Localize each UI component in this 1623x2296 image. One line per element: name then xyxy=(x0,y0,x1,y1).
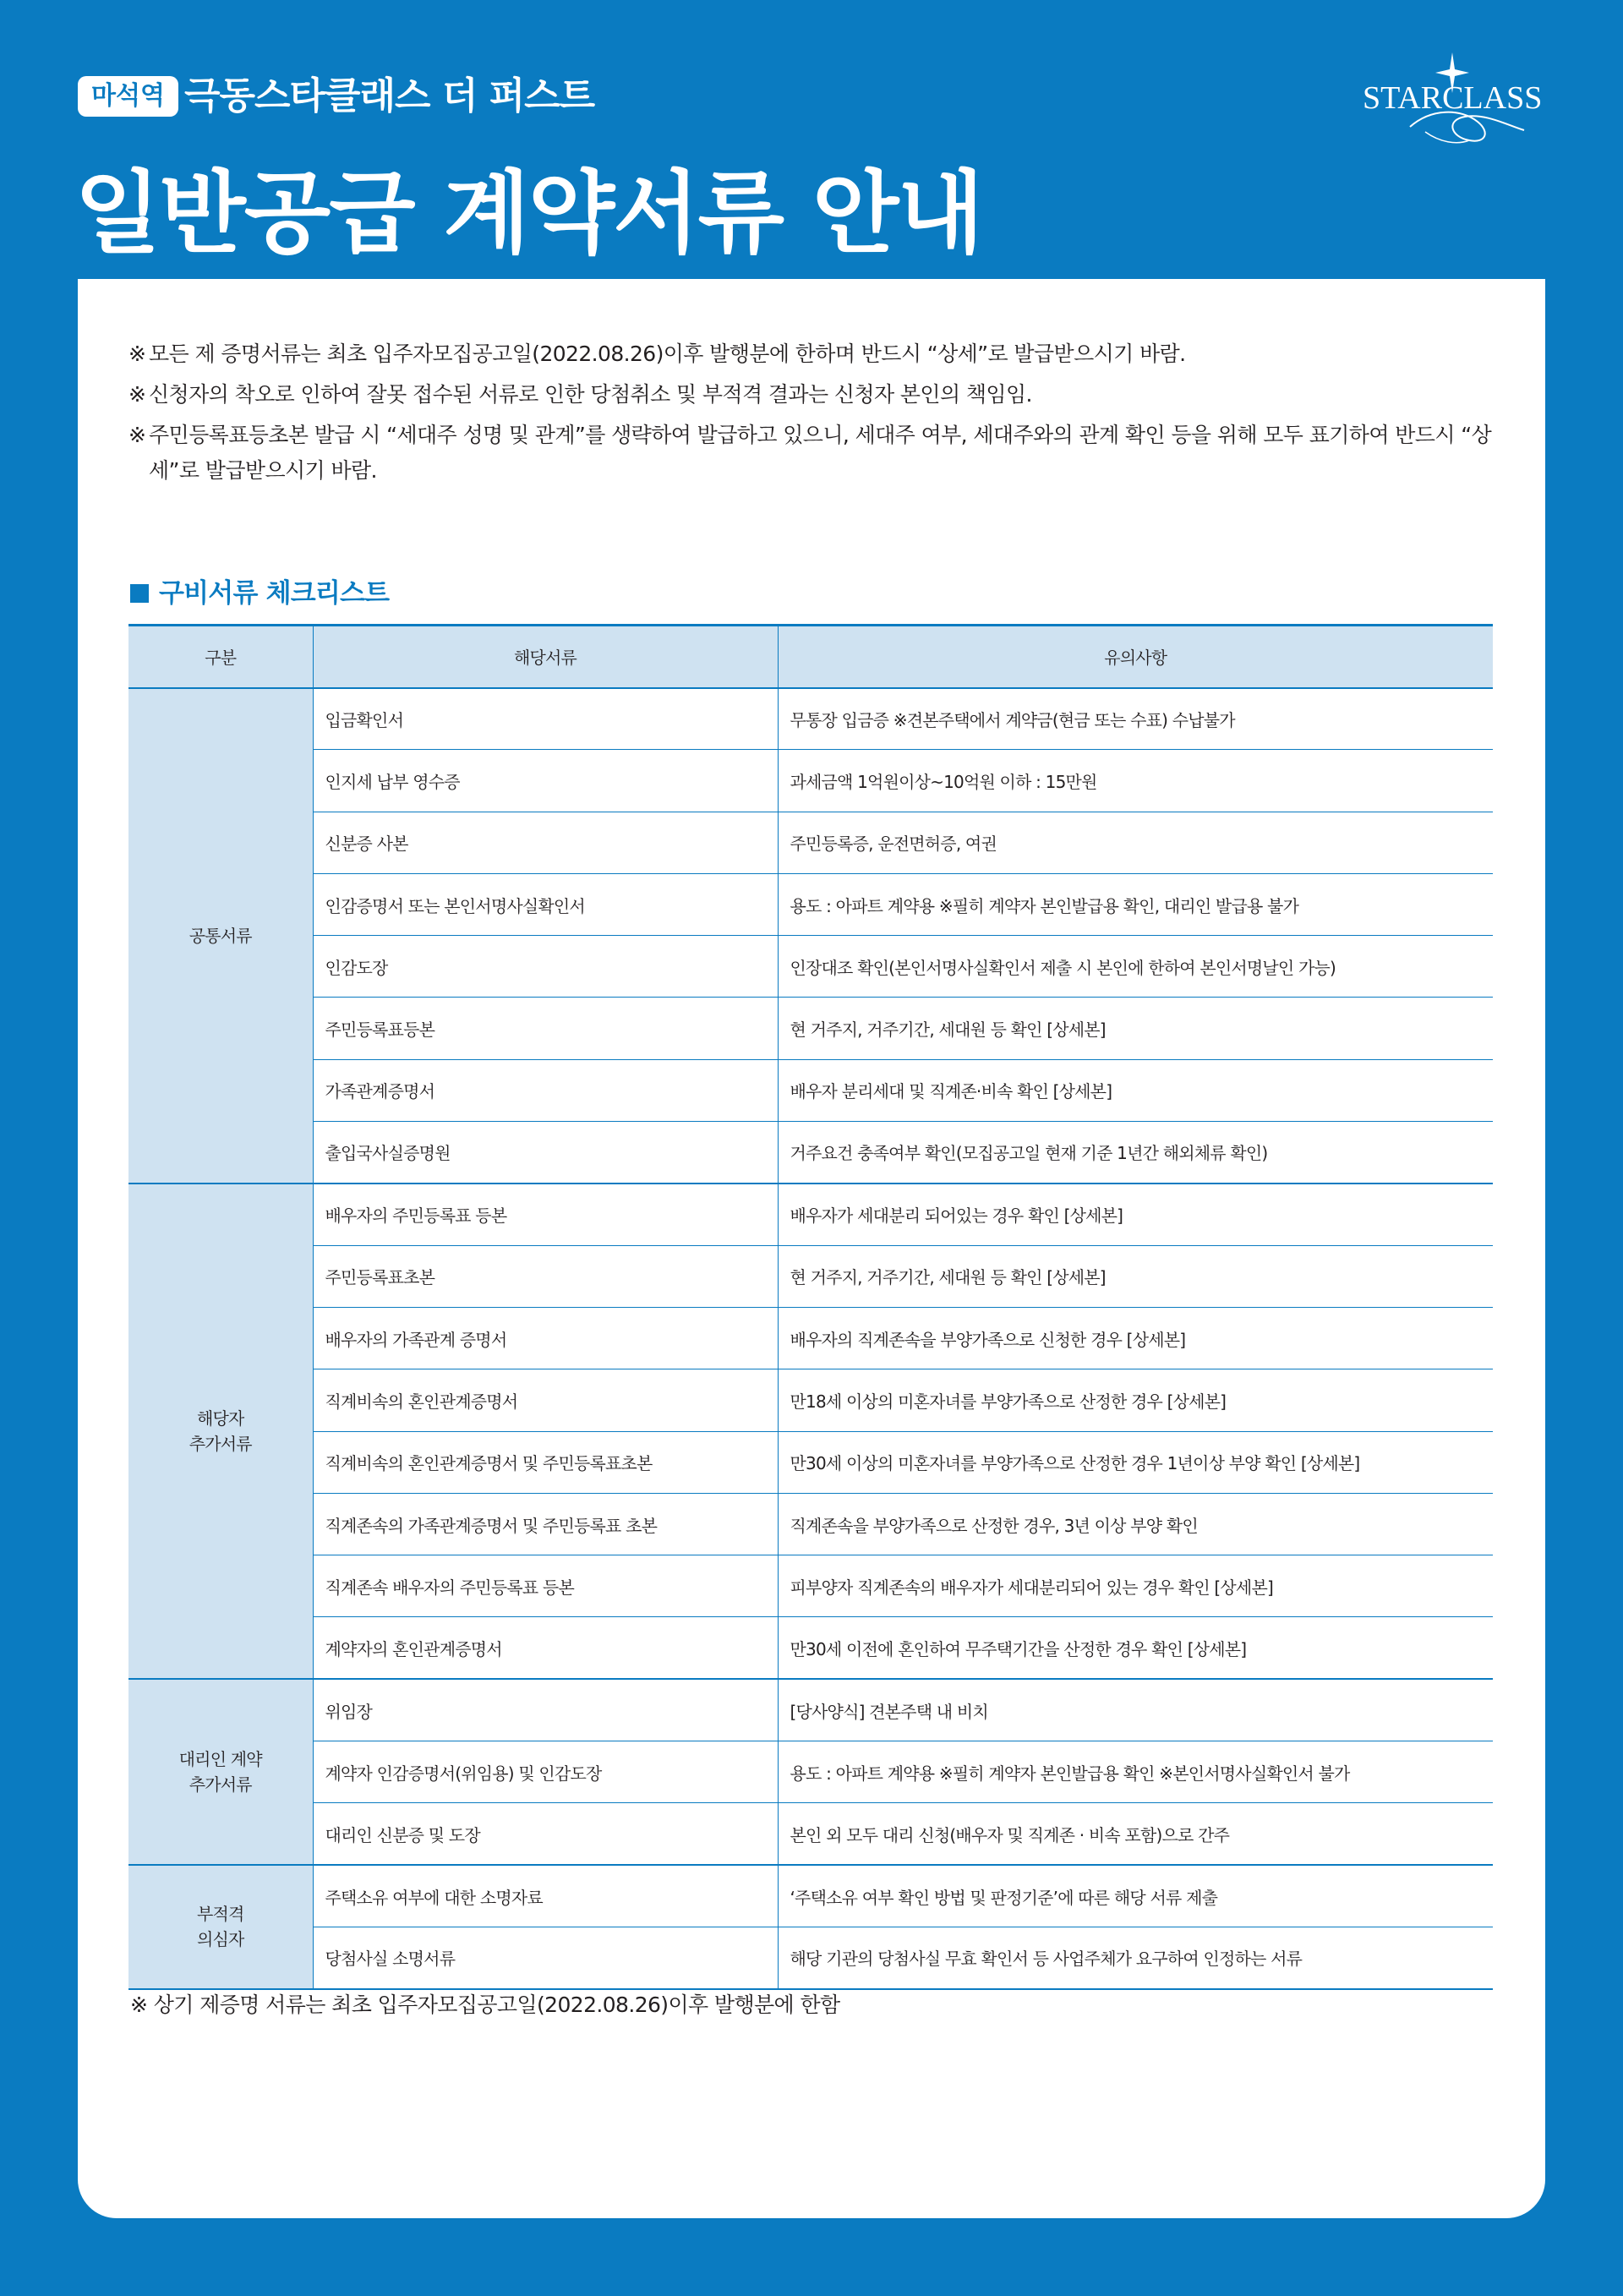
note-cell: 만18세 이상의 미혼자녀를 부양가족으로 산정한 경우 [상세본] xyxy=(778,1369,1493,1431)
reference-mark: ※ xyxy=(128,342,146,366)
category-cell: 해당자 추가서류 xyxy=(128,1184,313,1679)
document-name-cell: 주택소유 여부에 대한 소명자료 xyxy=(313,1865,778,1927)
document-name-cell: 인지세 납부 영수증 xyxy=(313,750,778,812)
document-name-cell: 배우자의 주민등록표 등본 xyxy=(313,1184,778,1245)
note-cell: 현 거주지, 거주기간, 세대원 등 확인 [상세본] xyxy=(778,1245,1493,1307)
reference-mark: ※ xyxy=(128,423,146,447)
note-cell: 현 거주지, 거주기간, 세대원 등 확인 [상세본] xyxy=(778,998,1493,1059)
note-cell: 용도 : 아파트 계약용 ※필히 계약자 본인발급용 확인 ※본인서명사실확인서 불가 xyxy=(778,1741,1493,1803)
document-name-cell: 인감도장 xyxy=(313,936,778,998)
footer-note-text: 상기 제증명 서류는 최초 입주자모집공고일(2022.08.26)이후 발행분에 한함 xyxy=(153,1993,840,2017)
logo-text: STARCLASS xyxy=(1363,80,1543,116)
document-name-cell: 직계비속의 혼인관계증명서 xyxy=(313,1369,778,1431)
note-cell: 주민등록증, 운전면허증, 여권 xyxy=(778,812,1493,873)
document-name-cell: 인감증명서 또는 본인서명사실확인서 xyxy=(313,873,778,935)
document-name-cell: 위임장 xyxy=(313,1679,778,1741)
document-name-cell: 배우자의 가족관계 증명서 xyxy=(313,1307,778,1369)
reference-mark: ※ xyxy=(128,382,146,407)
table-row xyxy=(128,1927,1493,1988)
table-row xyxy=(128,998,1493,1059)
note-cell: 배우자의 직계존속을 부양가족으로 신청한 경우 [상세본] xyxy=(778,1307,1493,1369)
table-row xyxy=(128,688,1493,750)
square-bullet-icon xyxy=(130,584,149,603)
table-row xyxy=(128,1059,1493,1121)
note-cell: 만30세 이전에 혼인하여 무주택기간을 산정한 경우 확인 [상세본] xyxy=(778,1617,1493,1679)
document-checklist-table xyxy=(128,624,1493,1990)
notice-text: 신청자의 착오로 인하여 잘못 접수된 서류로 인한 당첨취소 및 부적격 결과는 신청자 본인의 책임임. xyxy=(149,382,1032,407)
table-row xyxy=(128,1245,1493,1307)
document-name-cell: 계약자 인감증명서(위임용) 및 인감도장 xyxy=(313,1741,778,1803)
note-cell: 인장대조 확인(본인서명사실확인서 제출 시 본인에 한하여 본인서명날인 가능) xyxy=(778,936,1493,998)
document-name-cell: 신분증 사본 xyxy=(313,812,778,873)
note-cell: ‘주택소유 여부 확인 방법 및 판정기준’에 따른 해당 서류 제출 xyxy=(778,1865,1493,1927)
document-name-cell: 주민등록표등본 xyxy=(313,998,778,1059)
section-title-text: 구비서류 체크리스트 xyxy=(159,578,390,609)
note-cell: 직계존속을 부양가족으로 산정한 경우, 3년 이상 부양 확인 xyxy=(778,1493,1493,1555)
category-cell: 부적격 의심자 xyxy=(128,1865,313,1989)
document-name-cell: 출입국사실증명원 xyxy=(313,1122,778,1184)
document-name-cell: 계약자의 혼인관계증명서 xyxy=(313,1617,778,1679)
table-row xyxy=(128,750,1493,812)
table-row xyxy=(128,1679,1493,1741)
document-name-cell: 주민등록표초본 xyxy=(313,1245,778,1307)
note-cell: 거주요건 충족여부 확인(모집공고일 현재 기준 1년간 해외체류 확인) xyxy=(778,1122,1493,1184)
note-cell: 무통장 입금증 ※견본주택에서 계약금(현금 또는 수표) 수납불가 xyxy=(778,688,1493,750)
column-header: 구분 xyxy=(128,626,313,688)
note-cell: [당사양식] 견본주택 내 비치 xyxy=(778,1679,1493,1741)
starclass-logo xyxy=(1351,49,1554,150)
notice-item xyxy=(128,418,1515,489)
table-row xyxy=(128,1431,1493,1493)
note-cell: 용도 : 아파트 계약용 ※필히 계약자 본인발급용 확인, 대리인 발급용 불가 xyxy=(778,873,1493,935)
column-header: 유의사항 xyxy=(778,626,1493,688)
document-name-cell: 직계존속 배우자의 주민등록표 등본 xyxy=(313,1555,778,1617)
table-row xyxy=(128,1865,1493,1927)
notice-text: 주민등록표등초본 발급 시 “세대주 성명 및 관계”를 생략하여 발급하고 있으니, 세대주 여부, 세대주와의 관계 확인 등을 위해 모두 표기하여 반드시 “상세”로 발급받으시기 바람. xyxy=(149,423,1492,483)
content-card xyxy=(78,279,1545,2218)
notice-list xyxy=(128,336,1515,494)
table-row xyxy=(128,936,1493,998)
table-row xyxy=(128,1369,1493,1431)
note-cell: 만30세 이상의 미혼자녀를 부양가족으로 산정한 경우 1년이상 부양 확인 [상세본] xyxy=(778,1431,1493,1493)
note-cell: 해당 기관의 당첨사실 무효 확인서 등 사업주체가 요구하여 인정하는 서류 xyxy=(778,1927,1493,1988)
notice-text: 모든 제 증명서류는 최초 입주자모집공고일(2022.08.26)이후 발행분에 한하며 반드시 “상세”로 발급받으시기 바람. xyxy=(149,342,1186,366)
notice-item xyxy=(128,377,1515,413)
category-cell: 공통서류 xyxy=(128,688,313,1184)
category-cell: 대리인 계약 추가서류 xyxy=(128,1679,313,1865)
table-row xyxy=(128,873,1493,935)
footer-note xyxy=(130,1988,840,2022)
note-cell: 피부양자 직계존속의 배우자가 세대분리되어 있는 경우 확인 [상세본] xyxy=(778,1555,1493,1617)
document-name-cell: 가족관계증명서 xyxy=(313,1059,778,1121)
table-row xyxy=(128,1803,1493,1865)
document-name-cell: 직계존속의 가족관계증명서 및 주민등록표 초본 xyxy=(313,1493,778,1555)
document-name-cell: 입금확인서 xyxy=(313,688,778,750)
note-cell: 배우자가 세대분리 되어있는 경우 확인 [상세본] xyxy=(778,1184,1493,1245)
station-badge: 마석역 xyxy=(78,76,178,117)
table-row xyxy=(128,1617,1493,1679)
table-row xyxy=(128,1184,1493,1245)
page-title: 일반공급 계약서류 안내 xyxy=(74,161,982,265)
table-row xyxy=(128,812,1493,873)
table-header-row xyxy=(128,626,1493,688)
table-row xyxy=(128,1741,1493,1803)
table-row xyxy=(128,1493,1493,1555)
reference-mark: ※ xyxy=(130,1993,148,2017)
note-cell: 배우자 분리세대 및 직계존·비속 확인 [상세본] xyxy=(778,1059,1493,1121)
table-row xyxy=(128,1122,1493,1184)
table-row xyxy=(128,1555,1493,1617)
document-name-cell: 대리인 신분증 및 도장 xyxy=(313,1803,778,1865)
section-title xyxy=(130,575,389,612)
document-name-cell: 직계비속의 혼인관계증명서 및 주민등록표초본 xyxy=(313,1431,778,1493)
note-cell: 과세금액 1억원이상~10억원 이하 : 15만원 xyxy=(778,750,1493,812)
header xyxy=(0,0,1623,279)
table-body xyxy=(128,688,1493,1989)
column-header: 해당서류 xyxy=(313,626,778,688)
note-cell: 본인 외 모두 대리 신청(배우자 및 직계존 · 비속 포함)으로 간주 xyxy=(778,1803,1493,1865)
notice-item xyxy=(128,336,1515,372)
table-row xyxy=(128,1307,1493,1369)
document-name-cell: 당첨사실 소명서류 xyxy=(313,1927,778,1988)
project-name: 극동스타클래스 더 퍼스트 xyxy=(184,74,595,118)
